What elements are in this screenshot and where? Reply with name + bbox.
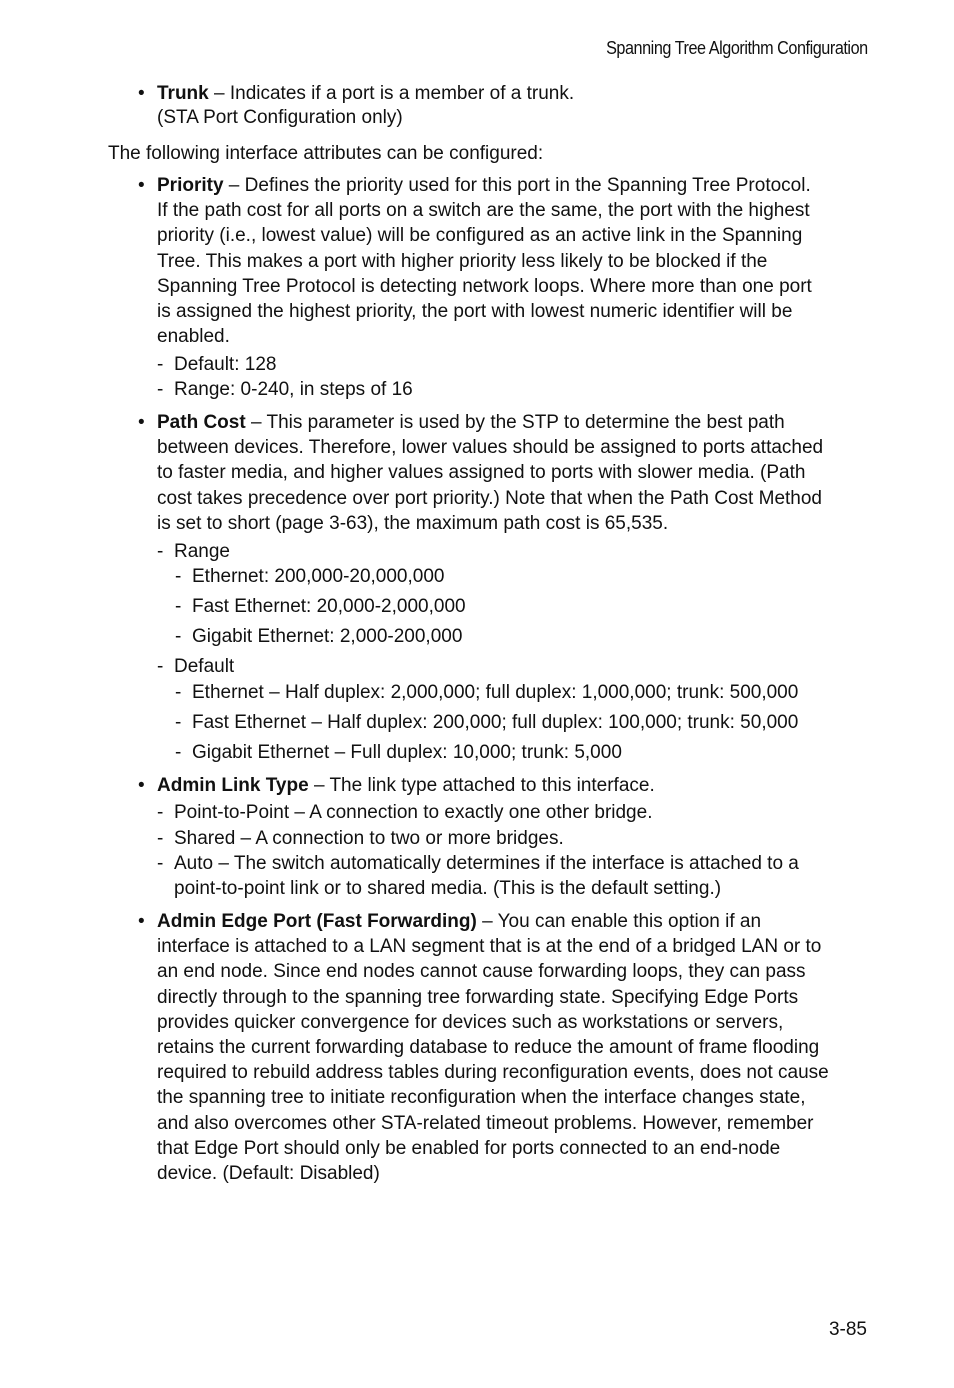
- term-priority: Priority: [157, 175, 224, 196]
- bullet-dot: •: [138, 83, 145, 104]
- term-admin-edge-port: Admin Edge Port (Fast Forwarding): [157, 911, 477, 932]
- intro-text: The following interface attributes can be configured:: [108, 143, 544, 164]
- bullet-dot: •: [138, 911, 145, 932]
- term-path-cost: Path Cost: [157, 412, 246, 433]
- bullet-dot: •: [138, 175, 145, 196]
- link-type-auto-continued: point-to-point link or to shared media. (This is the default setting.): [174, 878, 722, 899]
- bullet-dot: •: [138, 412, 145, 433]
- trunk-desc: – Indicates if a port is a member of a trunk.: [208, 83, 575, 104]
- term-trunk: Trunk: [157, 83, 209, 104]
- running-header: Spanning Tree Algorithm Configuration: [606, 38, 868, 58]
- bullet-dot: •: [138, 775, 145, 796]
- page-number: 3-85: [828, 1319, 867, 1340]
- trunk-note: (STA Port Configuration only): [157, 107, 403, 129]
- term-admin-link-type: Admin Link Type: [157, 775, 309, 796]
